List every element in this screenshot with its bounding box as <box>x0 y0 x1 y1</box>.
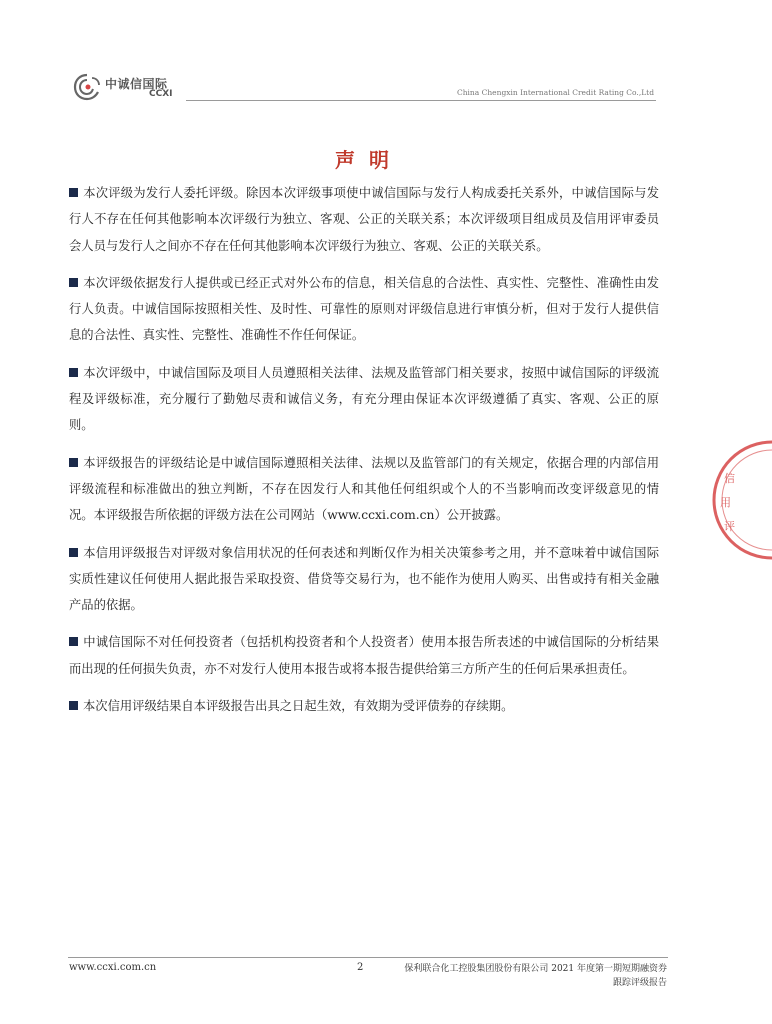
footer-website: www.ccxi.com.cn <box>69 962 157 973</box>
square-bullet-icon <box>69 458 78 467</box>
ccxi-logo-mark-icon <box>72 72 102 102</box>
statement-text: 中诚信国际不对任何投资者（包括机构投资者和个人投资者）使用本报告所表述的中诚信国际的分析结果而出现的任何损失负责，亦不对发行人使用本报告或将本报告提供给第三方所产生的任何后果承担责任。 <box>69 635 659 676</box>
statement-text: 本信用评级报告对评级对象信用状况的任何表述和判断仅作为相关决策参考之用，并不意味着中诚信国际实质性建议任何使用人据此报告采取投资、借贷等交易行为，也不能作为使用人购买、出售或持有相关金融产品的依据。 <box>69 545 659 613</box>
svg-text:信: 信 <box>724 472 735 485</box>
company-seal-icon <box>712 430 772 570</box>
statement-text: 本次评级中，中诚信国际及项目人员遵照相关法律、法规及监管部门相关要求，按照中诚信国际的评级流程及评级标准，充分履行了勤勉尽责和诚信义务，有充分理由保证本次评级遵循了真实、客观、公正的原则。 <box>69 365 659 433</box>
statement-text: 本评级报告的评级结论是中诚信国际遵照相关法律、法规以及监管部门的有关规定，依据合理的内部信用评级流程和标准做出的独立判断，不存在因发行人和其他任何组织或个人的不当影响而改变评级意见的情况。本评级报告所依据的评级方法在公司网站（www.ccxi.com.cn）公开披露。 <box>69 455 659 523</box>
statement-item <box>69 180 659 259</box>
logo-english-name: CCXI <box>149 89 173 99</box>
statement-item <box>69 450 659 529</box>
statement-list <box>69 180 659 730</box>
page-title: 声明 <box>335 148 403 172</box>
page-number: 2 <box>357 962 364 973</box>
square-bullet-icon <box>69 368 78 377</box>
footer-report-title <box>404 962 667 990</box>
footer-report-line-2: 跟踪评级报告 <box>612 978 667 988</box>
square-bullet-icon <box>69 188 78 197</box>
statement-text: 本次评级为发行人委托评级。除因本次评级事项使中诚信国际与发行人构成委托关系外，中诚信国际与发行人不存在任何其他影响本次评级行为独立、客观、公正的关联关系；本次评级项目组成员及信用评审委员会人员与发行人之间亦不存在任何其他影响本次评级行为独立、客观、公正的关联关系。 <box>69 186 659 253</box>
statement-text: 本次信用评级结果自本评级报告出具之日起生效，有效期为受评债券的存续期。 <box>83 699 514 714</box>
statement-item <box>69 693 659 719</box>
statement-item <box>69 629 659 682</box>
statement-item <box>69 540 659 619</box>
square-bullet-icon <box>69 701 78 710</box>
square-bullet-icon <box>69 278 78 287</box>
header-company-name: China Chengxin International Credit Rating Co.,Ltd <box>456 88 654 97</box>
footer-divider <box>68 957 668 958</box>
header-divider <box>186 100 656 101</box>
svg-text:用: 用 <box>720 496 731 509</box>
statement-item <box>69 270 659 349</box>
square-bullet-icon <box>69 637 78 646</box>
footer-report-line-1: 保利联合化工控股集团股份有限公司 2021 年度第一期短期融资券 <box>404 964 667 974</box>
ccxi-logo <box>72 72 182 102</box>
logo-chinese-name: 中诚信国际 <box>105 77 168 91</box>
svg-text:评: 评 <box>724 520 735 533</box>
statement-item <box>69 360 659 439</box>
statement-text: 本次评级依据发行人提供或已经正式对外公布的信息，相关信息的合法性、真实性、完整性、准确性由发行人负责。中诚信国际按照相关性、及时性、可靠性的原则对评级信息进行审慎分析，但对于发行人提供信息的合法性、真实性、完整性、准确性不作任何保证。 <box>69 275 659 343</box>
square-bullet-icon <box>69 548 78 557</box>
